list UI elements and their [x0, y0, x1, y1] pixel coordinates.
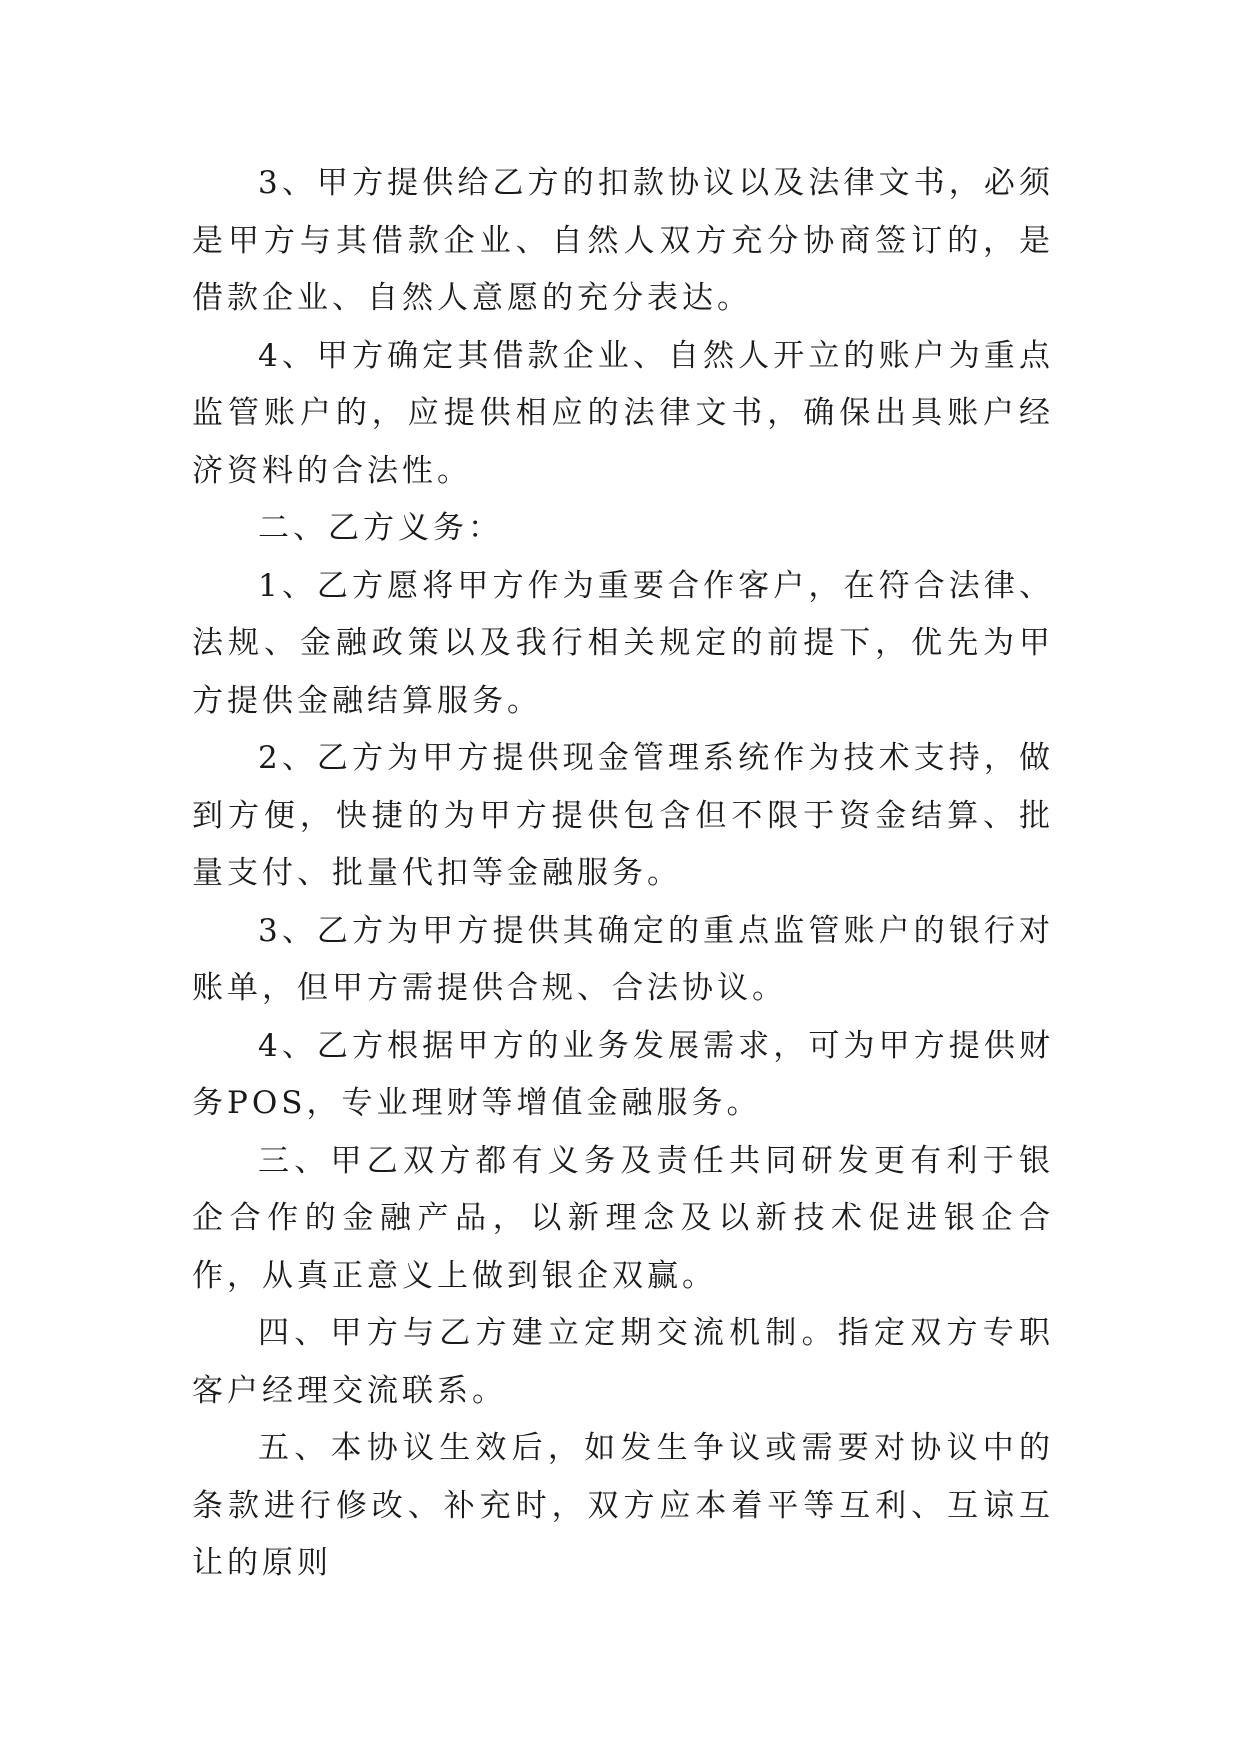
paragraph-section-three: 三、甲乙双方都有义务及责任共同研发更有利于银企合作的金融产品，以新理念及以新技术促进银企合作，从真正意义上做到银企双赢。	[192, 1142, 1054, 1294]
paragraph-party-b-obligation-1: 1、乙方愿将甲方作为重要合作客户，在符合法律、法规、金融政策以及我行相关规定的前提下，优先为甲方提供金融结算服务。	[192, 567, 1054, 719]
paragraph-section-four: 四、甲方与乙方建立定期交流机制。指定双方专职客户经理交流联系。	[192, 1315, 1054, 1409]
paragraph-supervised-accounts: 4、甲方确定其借款企业、自然人开立的账户为重点监管账户的，应提供相应的法律文书，确保出具账户经济资料的合法性。	[192, 337, 1054, 489]
paragraph-party-b-obligation-3: 3、乙方为甲方提供其确定的重点监管账户的银行对账单，但甲方需提供合规、合法协议。	[192, 912, 1054, 1006]
paragraph-party-b-obligation-2: 2、乙方为甲方提供现金管理系统作为技术支持，做到方便，快捷的为甲方提供包含但不限于资金结算、批量支付、批量代扣等金融服务。	[192, 740, 1054, 891]
paragraph-section-five: 五、本协议生效后，如发生争议或需要对协议中的条款进行修改、补充时，双方应本着平等互利、互谅互让的原则	[192, 1430, 1054, 1581]
paragraph-party-b-obligation-4: 4、乙方根据甲方的业务发展需求，可为甲方提供财务POS，专业理财等增值金融服务。	[192, 1027, 1054, 1121]
section-heading-party-b-obligations: 二、乙方义务：	[258, 510, 503, 546]
document-body	[192, 155, 1054, 1593]
paragraph-deduction-agreement: 3、甲方提供给乙方的扣款协议以及法律文书，必须是甲方与其借款企业、自然人双方充分协商签订的，是借款企业、自然人意愿的充分表达。	[192, 165, 1054, 316]
